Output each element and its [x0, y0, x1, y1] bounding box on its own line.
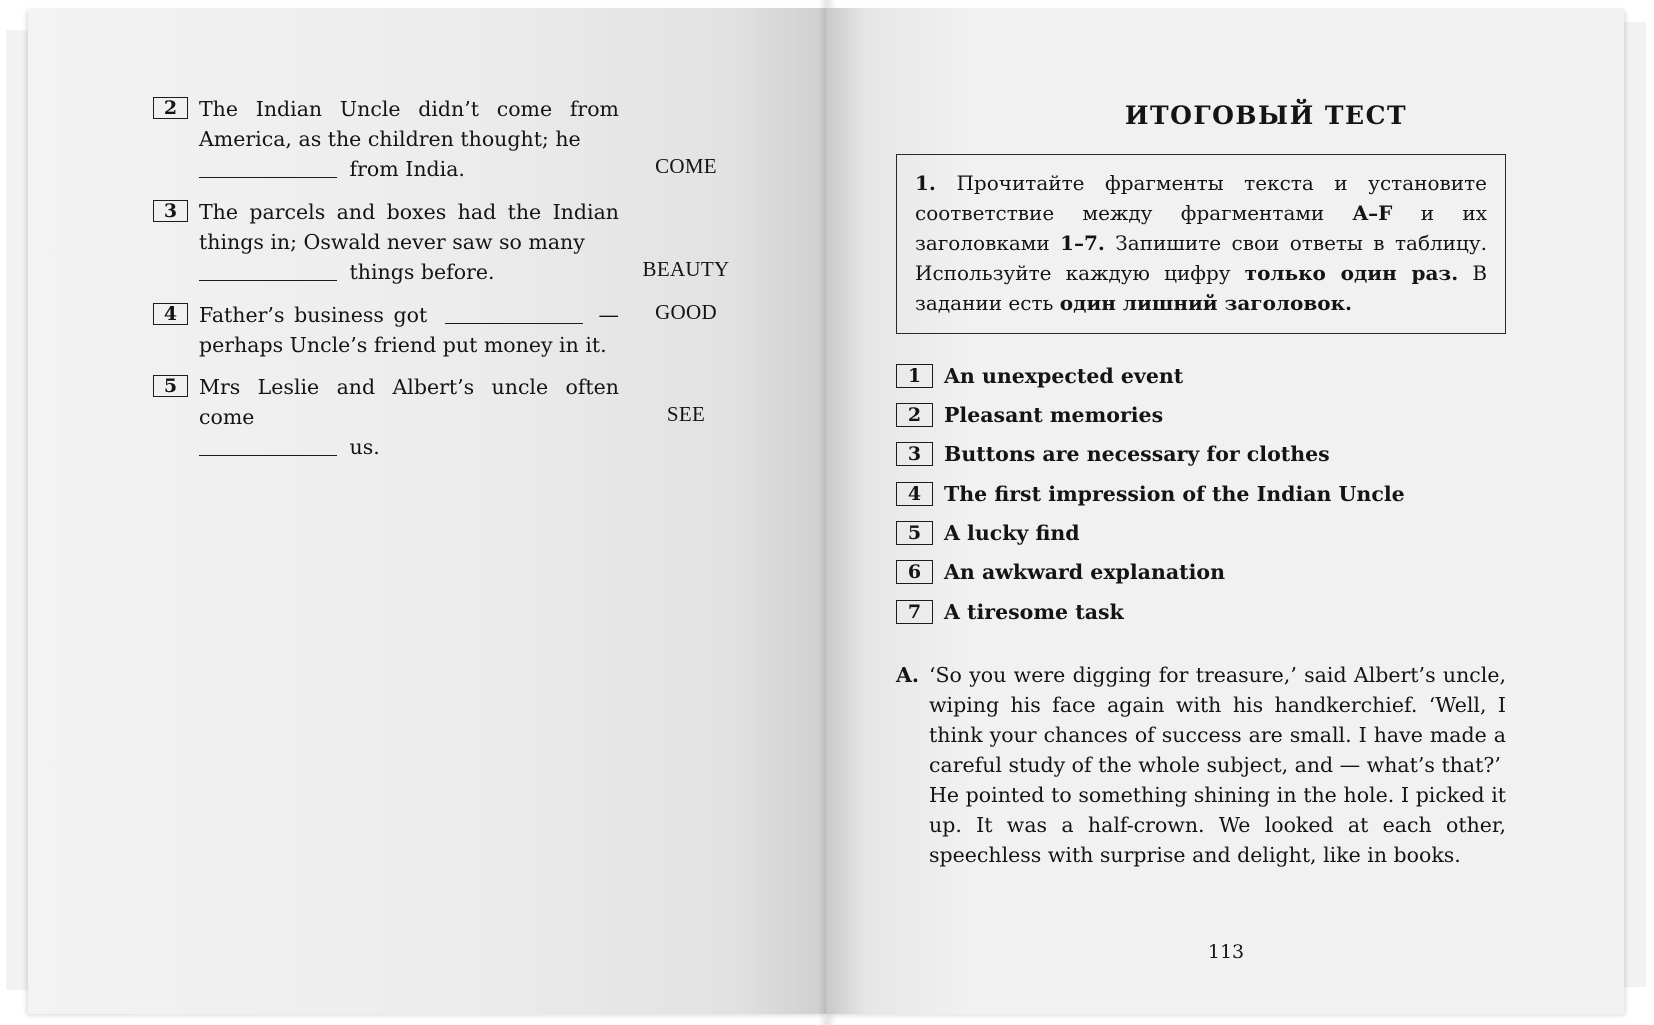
task-range-letters: A–F: [1352, 201, 1393, 225]
sentence-tail: — perhaps Uncle’s friend put money in it.: [199, 303, 619, 357]
task-emphasis: один лишний заголовок.: [1059, 291, 1352, 315]
page-title: ИТОГОВЫЙ ТЕСТ: [1124, 101, 1408, 130]
heading-number-box: 4: [896, 482, 933, 506]
task-text: и их заголовками: [915, 201, 1488, 255]
item-number-box: 2: [153, 97, 188, 119]
task-text: Прочитайте фрагменты текста и установите соответствие между фрагментами: [915, 171, 1488, 225]
answer-blank[interactable]: [445, 303, 583, 324]
heading-number-box: 6: [896, 560, 933, 584]
heading-number-box: 1: [896, 364, 933, 388]
keyword-good: GOOD: [655, 300, 717, 324]
answer-blank[interactable]: [199, 260, 337, 281]
sentence-text: The parcels and boxes had the Indian things in; Oswald never saw so many: [199, 200, 619, 254]
left-page: [28, 8, 826, 1014]
item-sentence: [199, 300, 619, 360]
item-sentence: [199, 372, 619, 462]
keyword-come: COME: [655, 154, 717, 178]
fragment-paragraph: ‘So you were digging for treasure,’ said Albert’s uncle, wiping his face again with his handkerchief. ‘Well, I think your chances of success are small. I have made a careful study of the whole subject, and — what’s that?’: [929, 663, 1506, 777]
heading-text: A tiresome task: [944, 600, 1124, 624]
heading-text: A lucky find: [944, 521, 1080, 545]
fragment-paragraph: He pointed to something shining in the hole. I picked it up. It was a half-crown. We looked at each other, speechless with surprise and delight, like in books.: [929, 783, 1506, 867]
sentence-text: The Indian Uncle didn’t come from America, as the children thought; he: [199, 97, 619, 151]
item-sentence: [199, 197, 619, 287]
heading-text: An awkward explanation: [944, 560, 1225, 584]
task-emphasis: только один раз.: [1244, 261, 1459, 285]
task-number: 1.: [915, 171, 936, 195]
sentence-text: Father’s business got: [199, 303, 428, 327]
heading-number-box: 2: [896, 403, 933, 427]
heading-number-box: 3: [896, 442, 933, 466]
answer-blank[interactable]: [199, 435, 337, 456]
item-sentence: [199, 94, 619, 184]
keyword-beauty: BEAUTY: [642, 257, 730, 281]
heading-text: Pleasant memories: [944, 403, 1164, 427]
heading-text: The first impression of the Indian Uncle: [944, 482, 1405, 506]
item-number-box: 4: [153, 303, 188, 325]
heading-text: An unexpected event: [944, 364, 1184, 388]
sentence-text: Mrs Leslie and Albert’s uncle often come: [199, 375, 619, 429]
heading-number-box: 7: [896, 600, 933, 624]
page-number: 113: [1207, 941, 1245, 963]
heading-text: Buttons are necessary for clothes: [944, 442, 1330, 466]
sentence-tail: things before.: [349, 260, 495, 284]
right-page: [826, 8, 1624, 1014]
item-number-box: 5: [153, 375, 188, 397]
answer-blank[interactable]: [199, 157, 337, 178]
keyword-see: SEE: [666, 402, 706, 426]
item-number-box: 3: [153, 200, 188, 222]
fragment-a-text: [929, 660, 1506, 870]
task-text: В задании есть: [915, 261, 1488, 315]
task-text: Запишите свои ответы в таблицу. Используйте каждую цифру: [915, 231, 1487, 285]
sentence-tail: us.: [349, 435, 380, 459]
task-range-numbers: 1–7.: [1060, 231, 1105, 255]
heading-number-box: 5: [896, 521, 933, 545]
task-instructions-box: [896, 154, 1506, 334]
sentence-tail: from India.: [349, 157, 465, 181]
fragment-letter-a: A.: [896, 663, 920, 687]
